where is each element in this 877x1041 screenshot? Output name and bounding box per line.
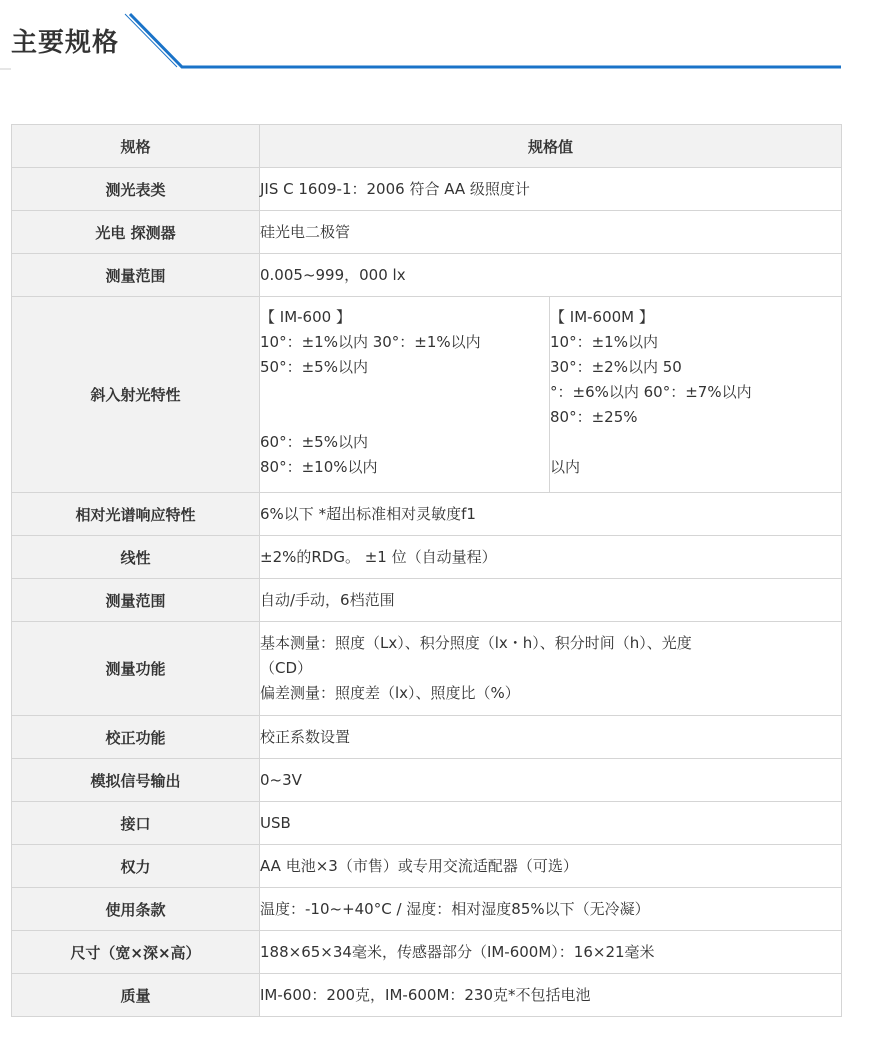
spec-table <box>11 124 842 1017</box>
heading-underline <box>0 0 877 80</box>
im600m-line: 10°：±1%以内 <box>550 333 658 351</box>
row-label: 质量 <box>12 974 260 1017</box>
row-value: 温度：-10~+40°C / 湿度：相对湿度85%以下（无冷凝） <box>260 888 842 931</box>
header-spec: 规格 <box>12 125 260 168</box>
table-row <box>12 211 842 254</box>
table-row <box>12 536 842 579</box>
row-value: 0.005~999，000 lx <box>260 254 842 297</box>
row-label: 校正功能 <box>12 716 260 759</box>
table-row <box>12 802 842 845</box>
row-value: 6%以下 *超出标准相对灵敏度f1 <box>260 493 842 536</box>
row-value: USB <box>260 802 842 845</box>
row-value-line: 偏差测量：照度差（lx）、照度比（%） <box>260 684 520 702</box>
table-row <box>12 297 842 493</box>
row-label: 斜入射光特性 <box>12 297 260 493</box>
row-value-line: （CD） <box>260 659 313 677</box>
row-label: 测量范围 <box>12 579 260 622</box>
im600-title: 【 IM-600 】 <box>260 308 351 326</box>
im600m-title: 【 IM-600M 】 <box>550 308 654 326</box>
row-value: 硅光电二极管 <box>260 211 842 254</box>
im600m-line: 30°：±2%以内 50 <box>550 358 682 376</box>
row-label: 光电 探测器 <box>12 211 260 254</box>
row-label: 尺寸（宽×深×高） <box>12 931 260 974</box>
row-label: 线性 <box>12 536 260 579</box>
header-value: 规格值 <box>260 125 842 168</box>
row-value: AA 电池×3（市售）或专用交流适配器（可选） <box>260 845 842 888</box>
table-row <box>12 716 842 759</box>
table-header-row <box>12 125 842 168</box>
table-row <box>12 759 842 802</box>
page-title: 主要规格 <box>11 28 120 58</box>
im600-line: 50°：±5%以内 <box>260 358 368 376</box>
row-label: 测量功能 <box>12 622 260 716</box>
row-label: 权力 <box>12 845 260 888</box>
table-row <box>12 579 842 622</box>
row-label: 测光表类 <box>12 168 260 211</box>
table-row <box>12 888 842 931</box>
row-value <box>260 622 842 716</box>
table-row <box>12 931 842 974</box>
row-label: 使用条款 <box>12 888 260 931</box>
table-row <box>12 974 842 1017</box>
table-row <box>12 168 842 211</box>
im600m-line: 80°：±25% <box>550 408 638 426</box>
table-row <box>12 622 842 716</box>
table-row <box>12 493 842 536</box>
row-value: JIS C 1609-1：2006 符合 AA 级照度计 <box>260 168 842 211</box>
im600-line: 10°：±1%以内 30°：±1%以内 <box>260 333 481 351</box>
im600m-line: 以内 <box>550 458 581 476</box>
row-value: 校正系数设置 <box>260 716 842 759</box>
im600-line: 80°：±10%以内 <box>260 458 378 476</box>
row-value: ±2%的RDG。 ±1 位（自动量程） <box>260 536 842 579</box>
row-value-line: 基本测量：照度（Lx）、积分照度（lx・h）、积分时间（h）、光度 <box>260 634 692 652</box>
table-row <box>12 254 842 297</box>
row-value: 自动/手动，6档范围 <box>260 579 842 622</box>
im600-cell <box>260 297 550 493</box>
row-value: 0~3V <box>260 759 842 802</box>
row-value: IM-600：200克，IM-600M：230克*不包括电池 <box>260 974 842 1017</box>
row-label: 相对光谱响应特性 <box>12 493 260 536</box>
im600-line: 60°：±5%以内 <box>260 433 368 451</box>
row-value: 188×65×34毫米，传感器部分（IM-600M）：16×21毫米 <box>260 931 842 974</box>
im600m-cell <box>550 297 842 493</box>
row-label: 测量范围 <box>12 254 260 297</box>
row-label: 模拟信号输出 <box>12 759 260 802</box>
im600m-line: °：±6%以内 60°：±7%以内 <box>550 383 752 401</box>
row-label: 接口 <box>12 802 260 845</box>
table-row <box>12 845 842 888</box>
